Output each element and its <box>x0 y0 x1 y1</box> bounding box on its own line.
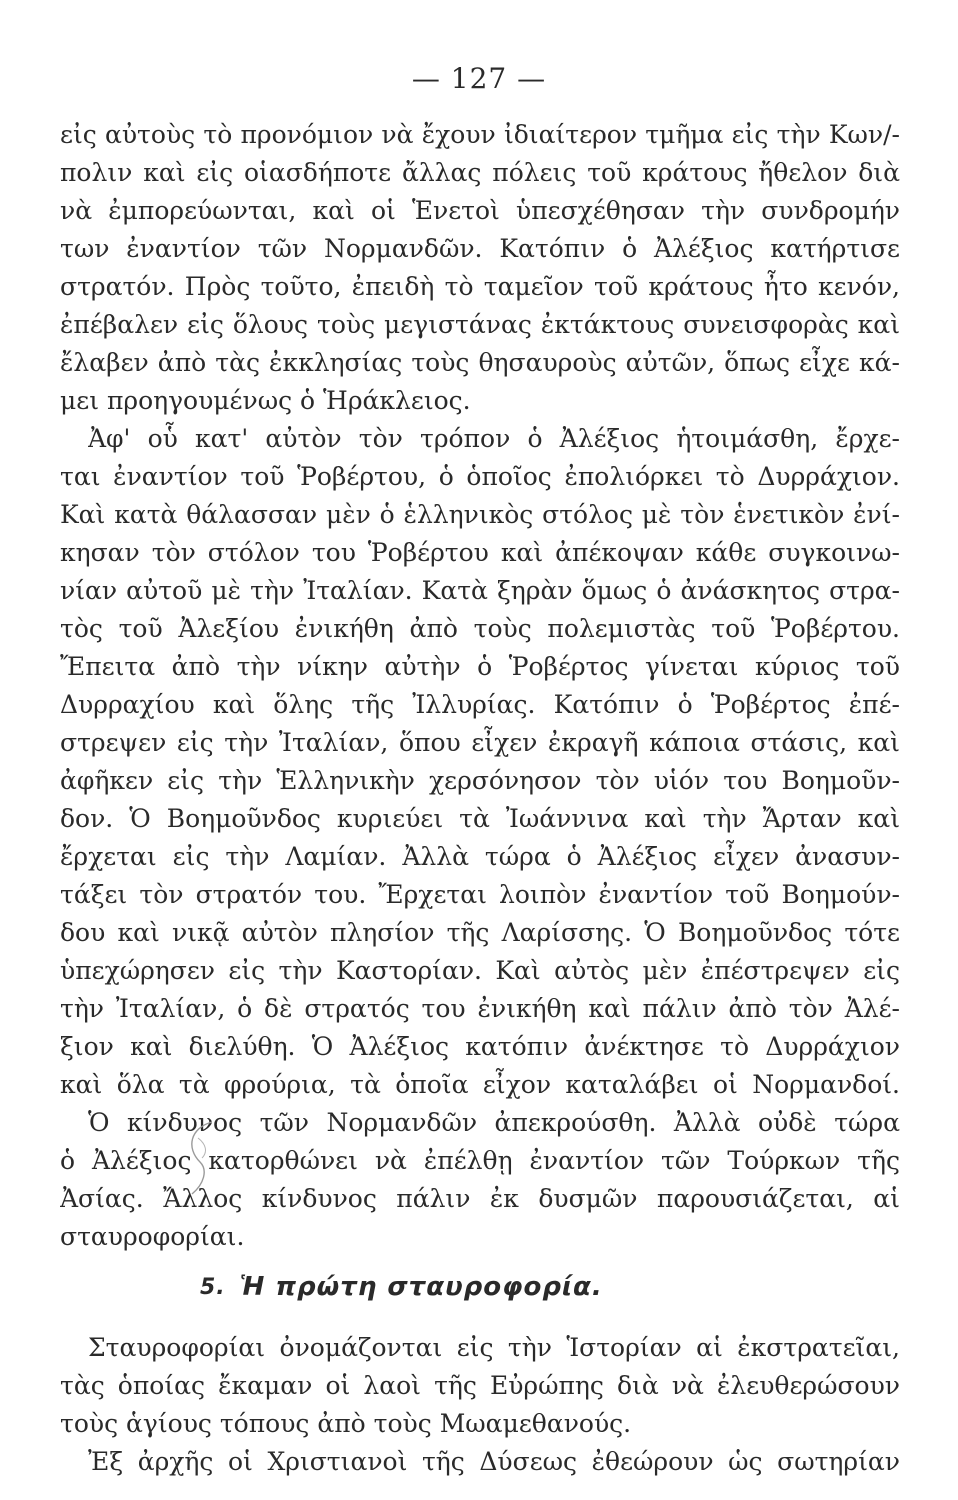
text-line: δου καὶ νικᾷ αὐτὸν πλησίον τῆς Λαρίσσης. Ὁ Βοημοῦνδος τότε <box>60 918 900 947</box>
text-line: δον. Ὁ Βοημοῦνδος κυριεύει τὰ Ἰωάννινα καὶ τὴν Ἄρταν καὶ <box>60 804 900 833</box>
text-line: εἰς αὐτοὺς τὸ προνόμιον νὰ ἔχουν ἰδιαίτερον τμῆμα εἰς τὴν Κων/- <box>60 120 900 149</box>
text-line: στρατόν. Πρὸς τοῦτο, ἐπειδὴ τὸ ταμεῖον τοῦ κράτους ἦτο κενόν, <box>60 272 900 301</box>
text-line: νὰ ἐμπορεύωνται, καὶ οἱ Ἑνετοὶ ὑπεσχέθησαν τὴν συνδρομήν <box>60 196 900 225</box>
section-title: Ἡ πρώτη σταυροφορία. <box>239 1272 603 1302</box>
text-line: Δυρραχίου καὶ ὅλης τῆς Ἰλλυρίας. Κατόπιν ὁ Ῥοβέρτος ἐπέ- <box>60 690 900 719</box>
text-line: Ὁ κίνδυνος τῶν Νορμανδῶν ἀπεκρούσθη. Ἀλλὰ οὐδὲ τώρα <box>88 1108 900 1137</box>
text-line: τὴν Ἰταλίαν, ὁ δὲ στρατός του ἐνικήθη καὶ πάλιν ἀπὸ τὸν Ἀλέ- <box>60 994 900 1023</box>
text-line: τάξει τὸν στρατόν του. Ἔρχεται λοιπὸν ἐναντίον τοῦ Βοημούν- <box>60 880 900 909</box>
text-line: ὁ Ἀλέξιος κατορθώνει νὰ ἐπέλθῃ ἐναντίον τῶν Τούρκων τῆς <box>60 1146 900 1175</box>
text-line: Ἀφ' οὗ κατ' αὐτὸν τὸν τρόπον ὁ Ἀλέξιος ἡτοιμάσθη, ἔρχε- <box>88 424 900 453</box>
text-line: ἐπέβαλεν εἰς ὅλους τοὺς μεγιστάνας ἐκτάκτους συνεισφορὰς καὶ <box>60 310 900 339</box>
section-number: 5. <box>200 1274 226 1300</box>
text-line: ἀφῆκεν εἰς τὴν Ἑλληνικὴν χερσόνησον τὸν υἱόν του Βοημοῦν- <box>60 766 900 795</box>
text-line: νίαν αὐτοῦ μὲ τὴν Ἰταλίαν. Κατὰ ξηρὰν ὅμως ὁ ἀνάσκητος στρα- <box>60 576 900 605</box>
text-line: Ἔπειτα ἀπὸ τὴν νίκην αὐτὴν ὁ Ῥοβέρτος γίνεται κύριος τοῦ <box>60 652 900 681</box>
text-line: ἔλαβεν ἀπὸ τὰς ἐκκλησίας τοὺς θησαυροὺς αὐτῶν, ὅπως εἶχε κά- <box>60 348 900 377</box>
text-line: ξιον καὶ διελύθη. Ὁ Ἀλέξιος κατόπιν ἀνέκτησε τὸ Δυρράχιον <box>60 1032 900 1061</box>
text-line: τοὺς ἁγίους τόπους ἀπὸ τοὺς Μωαμεθανούς. <box>60 1409 632 1438</box>
text-line: Σταυροφορίαι ὀνομάζονται εἰς τὴν Ἱστορίαν αἱ ἐκστρατεῖαι, <box>88 1333 900 1362</box>
text-line: τὸς τοῦ Ἀλεξίου ἐνικήθη ἀπὸ τοὺς πολεμιστὰς τοῦ Ῥοβέρτου. <box>60 614 900 643</box>
text-line: ἔρχεται εἰς τὴν Λαμίαν. Ἀλλὰ τώρα ὁ Ἀλέξιος εἶχεν ἀνασυν- <box>60 842 900 871</box>
text-line: Ἀσίας. Ἄλλος κίνδυνος πάλιν ἐκ δυσμῶν παρουσιάζεται, αἱ <box>60 1184 900 1213</box>
text-line: ὑπεχώρησεν εἰς τὴν Καστορίαν. Καὶ αὐτὸς μὲν ἐπέστρεψεν εἰς <box>60 956 900 985</box>
text-line: Καὶ κατὰ θάλασσαν μὲν ὁ ἑλληνικὸς στόλος μὲ τὸν ἑνετικὸν ἐνί- <box>60 500 900 529</box>
text-line: Ἐξ ἀρχῆς οἱ Χριστιανοὶ τῆς Δύσεως ἐθεώρουν ὡς σωτηρίαν <box>88 1447 900 1476</box>
text-line: ται ἐναντίον τοῦ Ῥοβέρτου, ὁ ὁποῖος ἐπολιόρκει τὸ Δυρράχιον. <box>60 462 900 491</box>
text-line: στρεψεν εἰς τὴν Ἰταλίαν, ὅπου εἶχεν ἐκραγῆ κάποια στάσις, καὶ <box>60 728 900 757</box>
text-line: σταυροφορίαι. <box>60 1222 245 1251</box>
page-number: — 127 — <box>411 62 547 95</box>
text-line: καὶ ὅλα τὰ φρούρια, τὰ ὁποῖα εἶχον καταλάβει οἱ Νορμανδοί. <box>60 1070 900 1099</box>
text-line: των ἐναντίον τῶν Νορμανδῶν. Κατόπιν ὁ Ἀλέξιος κατήρτισε <box>60 234 900 263</box>
text-line: κησαν τὸν στόλον του Ῥοβέρτου καὶ ἀπέκοψαν κάθε συγκοινω- <box>60 538 900 567</box>
text-line: μει προηγουμένως ὁ Ἡράκλειος. <box>60 386 471 415</box>
section-heading <box>200 1262 603 1312</box>
text-line: πολιν καὶ εἰς οἱασδήποτε ἄλλας πόλεις τοῦ κράτους ἤθελον διὰ <box>60 158 900 187</box>
text-line: τὰς ὁποίας ἔκαμαν οἱ λαοὶ τῆς Εὐρώπης διὰ νὰ ἐλευθερώσουν <box>60 1371 900 1400</box>
